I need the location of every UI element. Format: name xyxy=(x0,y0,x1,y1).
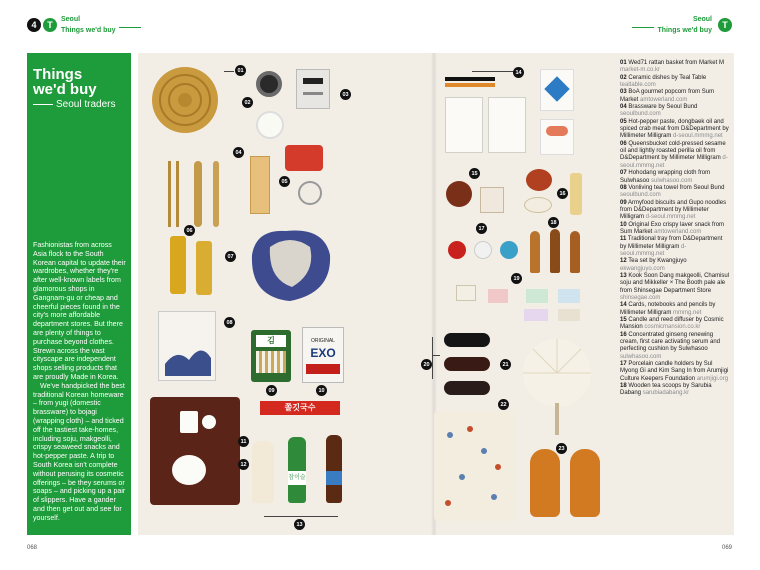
header-rule-right xyxy=(632,27,654,28)
photo-number-06: 06 xyxy=(184,225,195,236)
slipper-left xyxy=(530,449,560,517)
gupo-noodles: 쫄깃국수 xyxy=(260,401,340,415)
caption-number: 11 xyxy=(620,236,627,243)
leader-20-vertical xyxy=(432,337,433,379)
caption-item xyxy=(620,222,730,237)
candle xyxy=(446,181,472,207)
header-section: Things we'd buy xyxy=(61,26,116,34)
printed-shirt xyxy=(434,411,516,521)
caption-url: amtowerland.com xyxy=(640,96,688,103)
gim-label: 김 xyxy=(256,335,286,347)
tea-scoop-1 xyxy=(530,231,540,273)
spiced-crab-jar xyxy=(250,156,270,214)
sunglasses-1 xyxy=(444,333,490,347)
caption-text: Cards, notebooks and pencils by Millimeter Milligram xyxy=(620,302,716,316)
pencil-orange xyxy=(445,83,495,87)
perilla-oil-bottle xyxy=(196,241,212,295)
subtitle-rule xyxy=(33,104,53,105)
caption-text: Armyfood biscuits and Gupo noodles from D&Department by Millimeter Milligram xyxy=(620,199,727,221)
soju-bottle xyxy=(288,437,306,503)
photo-number-17: 17 xyxy=(476,223,487,234)
soap-3 xyxy=(526,289,548,303)
leader-14 xyxy=(472,71,518,72)
photo-number-15: 15 xyxy=(469,168,480,179)
things-badge-icon-right: T xyxy=(718,18,732,32)
caption-number: 08 xyxy=(620,184,627,191)
exo-original-label: ORIGINAL xyxy=(311,338,335,344)
caption-item xyxy=(620,170,730,185)
caption-item xyxy=(620,383,730,398)
caption-number: 01 xyxy=(620,60,627,66)
leader-13 xyxy=(264,516,338,517)
candle-holder-white xyxy=(474,241,492,259)
candle-holder-blue xyxy=(500,241,518,259)
subtitle-text: Seoul traders xyxy=(56,99,116,110)
caption-url: market-m.co.kr xyxy=(620,67,661,74)
brass-spoon-2 xyxy=(213,161,219,227)
exo-laver-snack xyxy=(302,327,344,383)
caption-text: Kook Soon Dang makgeolli, Chamisul soju and Mikkeller × The Booth pale ale from Shinsegae Department Store xyxy=(620,272,730,294)
photo-number-23: 23 xyxy=(556,443,567,454)
photo-number-13: 13 xyxy=(294,519,305,530)
reed-diffuser xyxy=(480,187,504,213)
caption-url: d-seoul.mmmg.net xyxy=(673,133,723,140)
header-left-text xyxy=(61,16,141,35)
caption-number: 03 xyxy=(620,89,627,96)
soju-label: 참이슬 xyxy=(288,471,306,485)
photo-number-04: 04 xyxy=(233,147,244,158)
caption-text: Queensbucket cold-pressed sesame oil and lightly roasted perilla oil from D&Department by Millimeter Milligram xyxy=(620,140,726,162)
photo-number-05: 05 xyxy=(279,176,290,187)
seaweed-snack-pack xyxy=(251,330,291,382)
soap-2 xyxy=(488,289,508,303)
caption-text: Traditional tray from D&Department by Millimeter Milligram xyxy=(620,236,723,250)
brass-chopsticks xyxy=(168,161,171,227)
candle-holder-red xyxy=(448,241,466,259)
brass-chopsticks-2 xyxy=(176,161,179,227)
page-title: Things we'd buy xyxy=(33,66,97,98)
caption-number: 17 xyxy=(620,361,627,368)
dongbaek-oil-tin xyxy=(298,181,322,205)
caption-number: 15 xyxy=(620,317,627,324)
caption-number: 09 xyxy=(620,199,627,206)
photo-number-10: 10 xyxy=(316,385,327,396)
caption-url: shinsegae.com xyxy=(620,295,661,301)
caption-number: 05 xyxy=(620,118,627,125)
caption-number: 02 xyxy=(620,74,627,81)
pencil-black xyxy=(445,77,495,81)
soap-6 xyxy=(558,309,580,321)
caption-item xyxy=(620,104,730,119)
caption-item xyxy=(620,200,730,222)
caption-url: ekwangjuyo.com xyxy=(620,265,665,272)
ceramic-bowl-dark xyxy=(256,71,282,97)
photo-number-18: 18 xyxy=(548,217,559,228)
caption-url: tealtable.com xyxy=(620,82,656,89)
soap-5 xyxy=(524,309,548,321)
caption-item xyxy=(620,361,730,383)
caption-url: amtowerland.com xyxy=(654,228,702,235)
things-badge-icon: T xyxy=(43,18,57,32)
folio-right: 069 xyxy=(721,545,732,551)
photo-number-19: 19 xyxy=(511,273,522,284)
caption-number: 18 xyxy=(620,383,627,390)
caption-number: 07 xyxy=(620,170,627,177)
chapter-number-badge: 4 xyxy=(27,18,41,32)
soap-1 xyxy=(456,285,476,301)
caption-url: d-seoul.mmmg.net xyxy=(620,155,728,169)
page-subtitle xyxy=(33,99,125,110)
hand-fan-image xyxy=(520,337,594,437)
photo-number-08: 08 xyxy=(224,317,235,328)
slipper-right xyxy=(570,449,600,517)
sesame-oil-bottle xyxy=(170,236,186,294)
caption-text: Hohodang wrapping cloth from Sulwhasoo xyxy=(620,170,711,184)
card-blue xyxy=(540,69,574,111)
photo-number-11: 11 xyxy=(238,436,249,447)
caption-item xyxy=(620,302,730,317)
photo-number-01: 01 xyxy=(235,65,246,76)
caption-number: 14 xyxy=(620,302,627,309)
sunglasses-3 xyxy=(444,381,490,395)
caption-text: Vonliving tea towel from Seoul Bund xyxy=(628,184,725,191)
caption-url: d-seoul.mmmg.net xyxy=(620,243,687,257)
notebook-2 xyxy=(488,97,526,153)
caption-text: Hot-pepper paste, dongbaek oil and spiced crab meat from D&Department by Millimeter Milligram xyxy=(620,118,729,140)
caption-text: Brassware by Seoul Bund xyxy=(628,104,698,111)
caption-text: Candle and reed diffuser by Cosmic Mansion xyxy=(620,317,724,331)
notebook-1 xyxy=(445,97,483,153)
photo-number-22: 22 xyxy=(498,399,509,410)
perfecting-cushion xyxy=(524,197,552,213)
caption-number: 06 xyxy=(620,140,627,147)
caption-item xyxy=(620,89,730,104)
caption-url: arumjigi.org xyxy=(696,375,729,382)
header-left xyxy=(27,15,141,35)
intro-body xyxy=(33,241,127,523)
product-captions xyxy=(620,60,730,398)
caption-item xyxy=(620,317,730,332)
caption-url: sulwhasoo.com xyxy=(651,177,693,184)
intro-paragraph-2: We've handpicked the best traditional Korean homeware – from yugi (domestic brassware) to bojagi (wrapping cloth) – and ticked off the tastiest take-homes, including soju, makgeolli, crispy seaweed snacks and hot-pepper paste. A trip to South Korea isn't complete without perusing its cosmetic offerings – be they serums or soaps – and picking up a pair of slippers. Have a gander and then get out and see for yourself. xyxy=(33,381,126,522)
header-city-right: Seoul xyxy=(692,15,712,23)
photo-number-02: 02 xyxy=(242,97,253,108)
photo-number-16: 16 xyxy=(557,188,568,199)
header-right-text xyxy=(632,16,712,35)
tea-scoop-2 xyxy=(550,229,560,273)
exo-label: EXO xyxy=(310,346,336,360)
caption-number: 04 xyxy=(620,104,627,111)
wrapping-cloth-image xyxy=(246,225,334,305)
header-city: Seoul xyxy=(61,15,81,23)
activating-serum xyxy=(570,173,582,215)
card-coral xyxy=(540,119,574,155)
traditional-tray xyxy=(150,397,240,505)
caption-item xyxy=(620,141,730,170)
header-section-right: Things we'd buy xyxy=(657,26,712,34)
caption-url: seoulbund.com xyxy=(620,111,661,118)
caption-item xyxy=(620,236,730,258)
caption-item xyxy=(620,60,730,75)
caption-item xyxy=(620,119,730,141)
caption-url: sarubiadabang.kr xyxy=(642,390,690,397)
photo-number-09: 09 xyxy=(266,385,277,396)
photo-number-12: 12 xyxy=(238,459,249,470)
caption-text: Concentrated ginseng renewing cream, first care activating serum and perfecting cushion by Sulwhasoo xyxy=(620,331,721,353)
tea-scoop-3 xyxy=(570,231,580,273)
caption-text: Tea set by Kwangjuyo xyxy=(628,258,687,265)
leader-20 xyxy=(432,355,440,356)
caption-item xyxy=(620,75,730,90)
caption-number: 16 xyxy=(620,331,627,338)
caption-text: BoA gourmet popcorn from Sum Market xyxy=(620,89,715,103)
caption-url: seoulbund.com xyxy=(620,192,661,199)
caption-item xyxy=(620,332,730,361)
photo-number-03: 03 xyxy=(340,89,351,100)
pale-ale-bottle xyxy=(326,435,342,503)
caption-url: d-seoul.mmmg.net xyxy=(645,214,696,221)
photo-number-07: 07 xyxy=(225,251,236,262)
caption-text: Original Exo crispy laver snack from Sum Market xyxy=(620,221,725,235)
photo-number-20: 20 xyxy=(421,359,432,370)
hot-pepper-paste xyxy=(285,145,323,171)
folio-left: 068 xyxy=(27,545,38,551)
popcorn-box xyxy=(296,69,330,109)
header-right xyxy=(632,15,732,35)
ceramic-bowl-white xyxy=(256,111,284,139)
caption-item xyxy=(620,185,730,200)
soap-4 xyxy=(558,289,580,303)
tea-towel xyxy=(158,311,216,381)
makgeolli-bottle xyxy=(252,441,274,503)
leader-01 xyxy=(224,71,234,72)
caption-item xyxy=(620,273,730,302)
caption-text: Wooden tea scoops by Sarubia Dabang xyxy=(620,383,712,397)
photo-number-21: 21 xyxy=(500,359,511,370)
caption-url: mmmg.net xyxy=(673,309,702,316)
caption-url: cosmicmansion.co.kr xyxy=(644,324,701,331)
sunglasses-2 xyxy=(444,357,490,371)
caption-item xyxy=(620,258,730,273)
intro-sidebar xyxy=(27,53,131,535)
header-rule xyxy=(119,27,141,28)
photo-number-14: 14 xyxy=(513,67,524,78)
intro-paragraph-1: Fashionistas from across Asia flock to the South Korean capital to update their wardrobes, whether they're after well-known labels from glamorous shops in Gangnam-gu or cheap and cheerful pieces found in the city's more affordable department stores. But there are plenty of things to purchase beyond clothes. Strewn across the vast cityscape are independent shops selling products that are proudly Made in Korea. xyxy=(33,241,126,381)
caption-text: Porcelain candle holders by Sul Myong Gi and Kim Sang In from Arumjigi Culture Keepers Foundation xyxy=(620,361,729,382)
rattan-basket-image xyxy=(150,65,220,135)
caption-text: Ceramic dishes by Teal Table xyxy=(628,74,707,81)
caption-number: 12 xyxy=(620,258,627,265)
caption-number: 10 xyxy=(620,221,627,228)
brass-spoon xyxy=(194,161,202,227)
caption-url: sulwhasoo.com xyxy=(620,353,662,360)
caption-number: 13 xyxy=(620,272,627,279)
ginseng-cream xyxy=(526,169,552,191)
caption-text: Wed71 rattan basket from Market M xyxy=(628,60,724,66)
